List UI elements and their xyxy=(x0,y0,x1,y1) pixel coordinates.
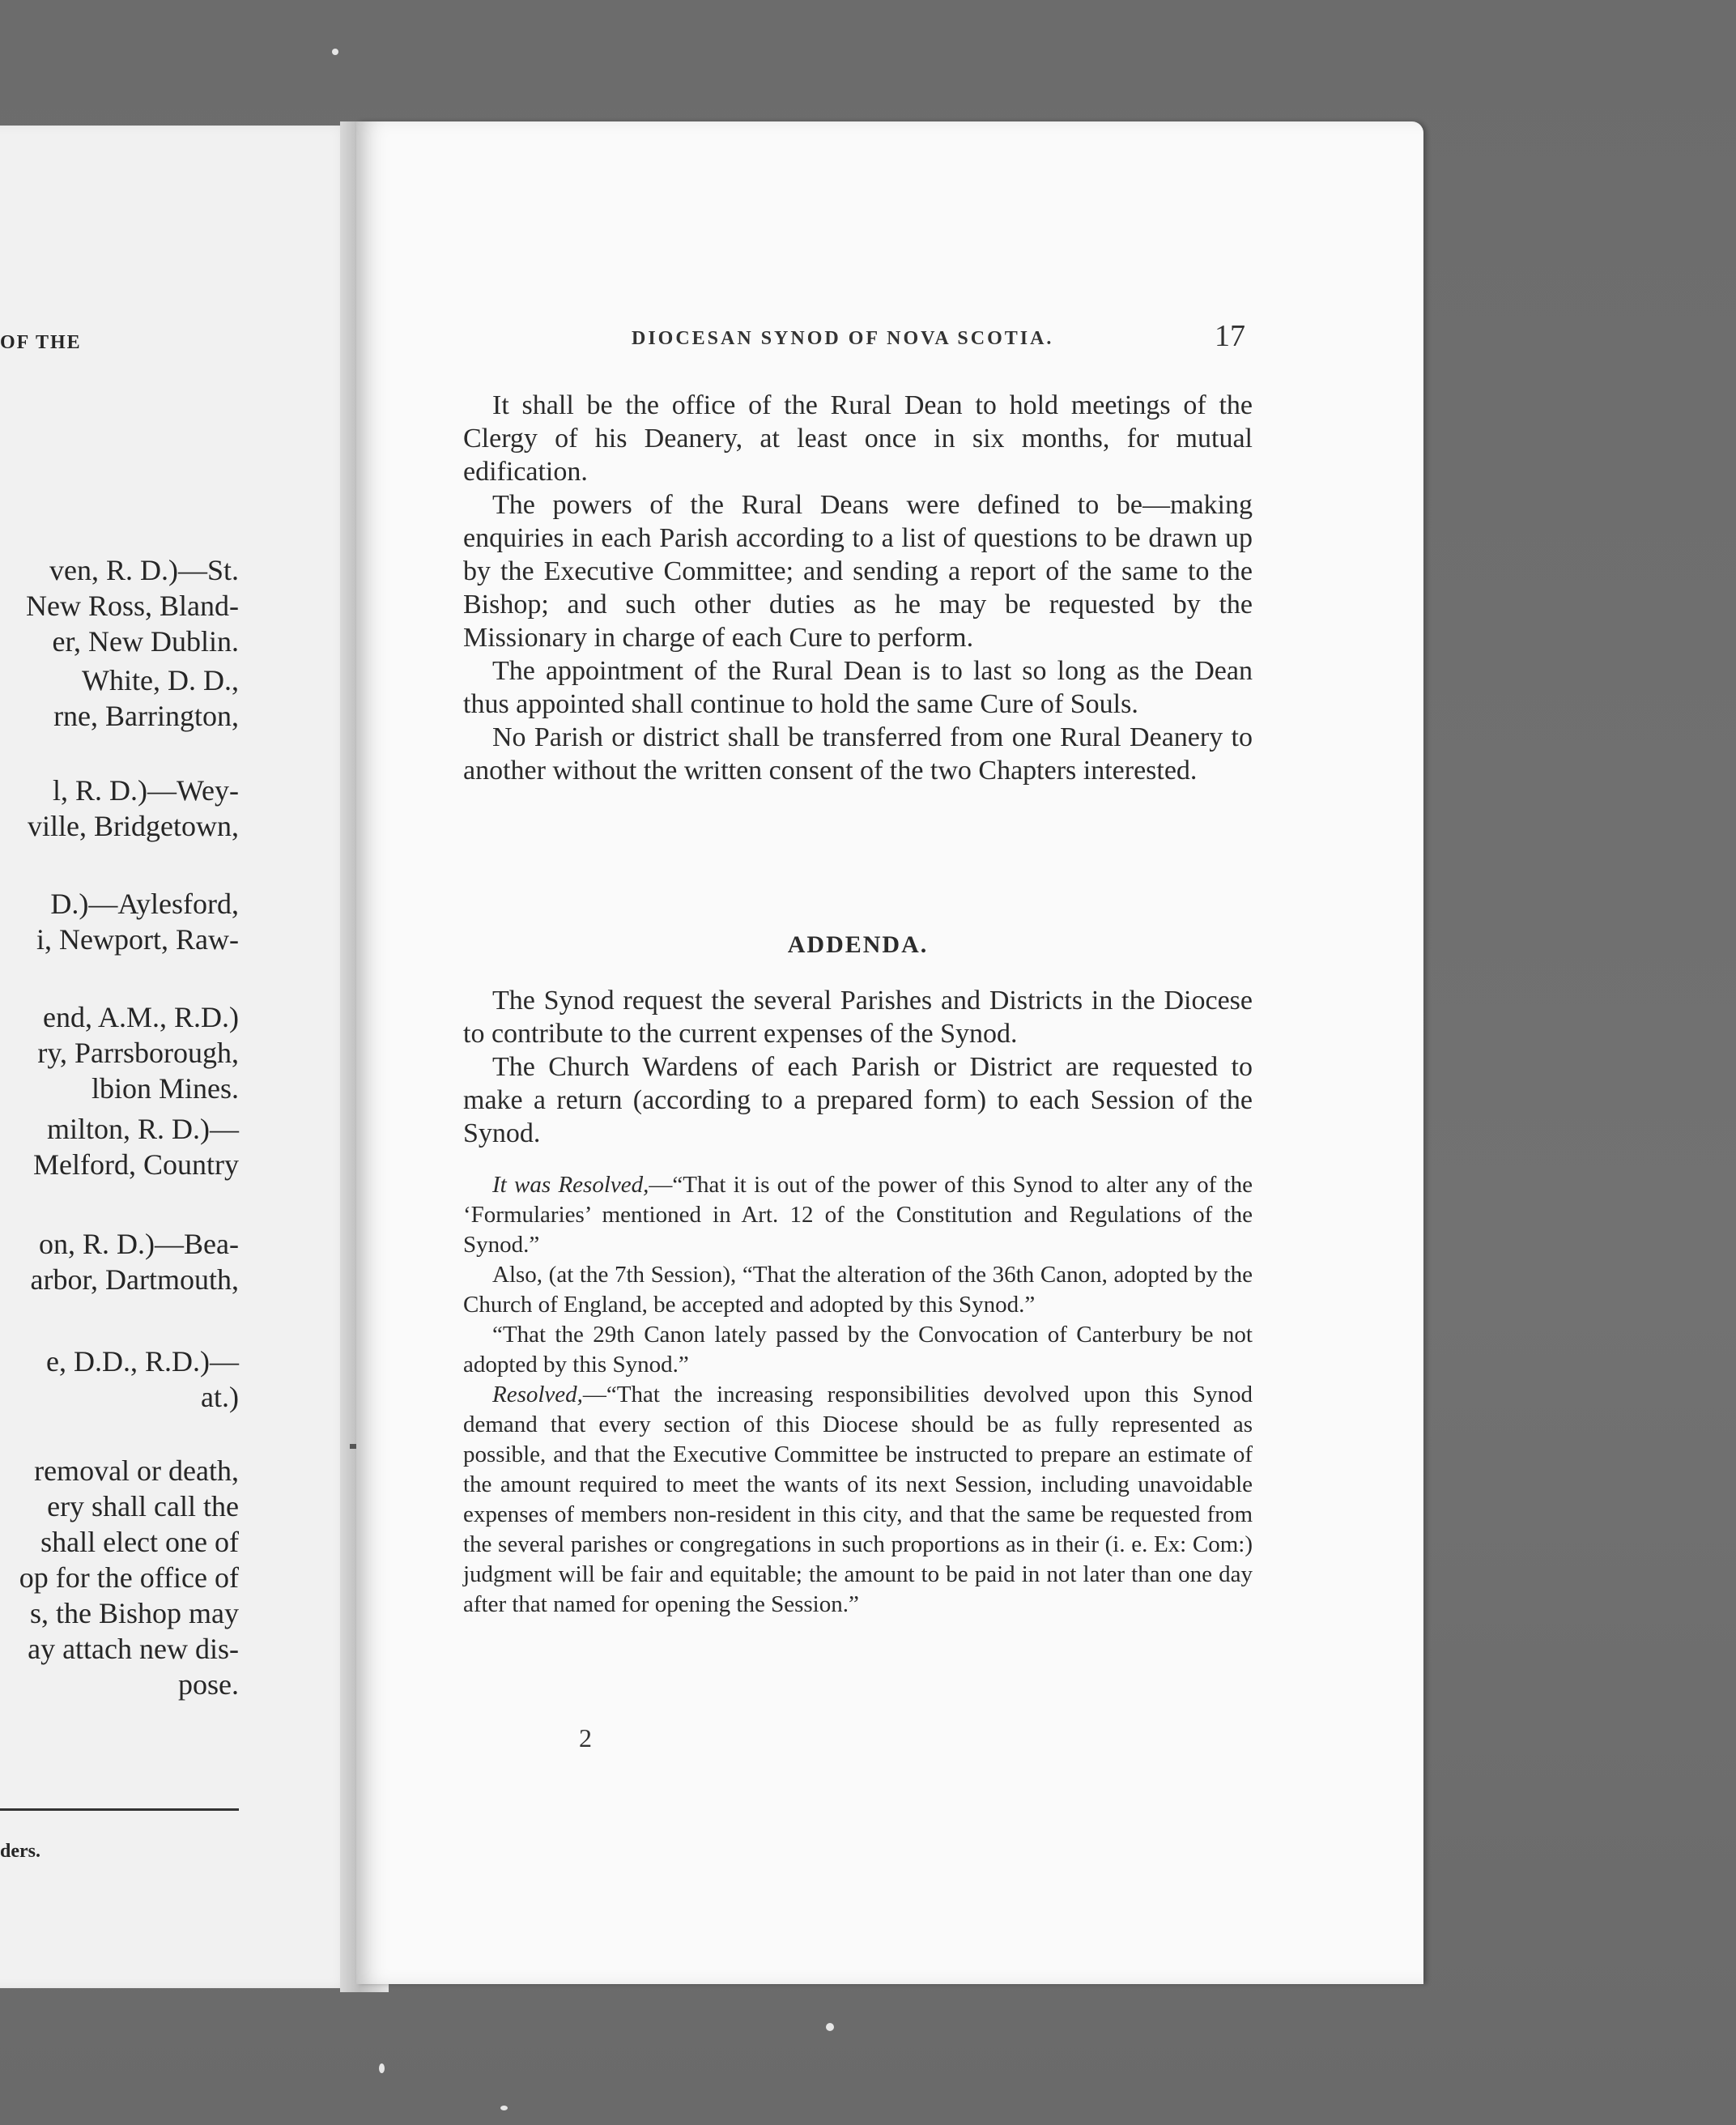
left-text-line: ry, Parrsborough, xyxy=(37,1037,239,1069)
left-text-line: s, the Bishop may xyxy=(30,1597,239,1629)
left-text-line: ville, Bridgetown, xyxy=(28,810,239,842)
paragraph: The Church Wardens of each Parish or District are requested to make a return (according to a prepared form) to each Session of the Synod. xyxy=(463,1052,1253,1148)
addenda-section xyxy=(463,984,1253,1150)
left-text-line: shall elect one of xyxy=(40,1526,239,1558)
left-text-line: White, D. D., xyxy=(82,664,239,696)
left-text-line: at.) xyxy=(201,1381,239,1413)
paragraph: The powers of the Rural Deans were defined to be—making enquiries in each Parish according to a list of questions to be drawn up by the Executive Committee; and sending a report of the same to the Bishop; and such other duties as he may be requested by the Missionary in charge of each Cure to perform. xyxy=(463,490,1253,653)
resolution-paragraph xyxy=(463,1170,1253,1260)
paragraph: The appointment of the Rural Dean is to last so long as the Dean thus appointed shall continue to hold the same Cure of Souls. xyxy=(463,656,1253,719)
dust-speck xyxy=(379,2063,385,2073)
left-text-line: arbor, Dartmouth, xyxy=(30,1263,239,1296)
left-text-line: e, D.D., R.D.)— xyxy=(46,1345,239,1378)
left-text-line: i, Newport, Raw- xyxy=(36,923,239,956)
resolution-text: —“That the increasing responsibilities devolved upon this Synod demand that every section of this Diocese should be as fully represented as possible, and that the Executive Committee be instructed to prepare an estimate of the amount required to meet the wants of its next Session, including unavoidable expenses of members non-resident in this city, and that the same be requested from the several parishes or congregations in such proportions as in their (i. e. Ex: Com:) judgment will be fair and equitable; the amount to be paid in not later than one day after that named for opening the Session.” xyxy=(463,1382,1253,1617)
footnote-rule xyxy=(0,1808,239,1811)
resolution-lead: Resolved, xyxy=(492,1382,583,1407)
left-text-line: New Ross, Bland- xyxy=(26,590,239,622)
resolution-paragraph: “That the 29th Canon lately passed by the Convocation of Canterbury be not adopted by this Synod.” xyxy=(463,1322,1253,1378)
left-text-line: ay attach new dis- xyxy=(28,1633,239,1665)
left-text-line: D.)—Aylesford, xyxy=(50,888,239,920)
left-text-line: on, R. D.)—Bea- xyxy=(39,1228,239,1260)
resolution-text: —“That it is out of the power of this Synod to alter any of the ‘Formularies’ mentioned in Art. 12 of the Constitution and Regulations of the Synod.” xyxy=(463,1172,1253,1258)
left-text-line: op for the office of xyxy=(19,1561,239,1594)
left-text-line: l, R. D.)—Wey- xyxy=(52,774,239,807)
dust-speck xyxy=(826,2023,834,2031)
paragraph: No Parish or district shall be transferred from one Rural Deanery to another without the written consent of the two Chapters interested. xyxy=(463,722,1253,786)
dust-speck xyxy=(500,2106,508,2110)
left-text-line: milton, R. D.)— xyxy=(46,1113,239,1145)
resolutions-section xyxy=(463,1170,1253,1620)
page-number: 17 xyxy=(1215,319,1245,353)
left-text-line: lbion Mines. xyxy=(91,1072,239,1105)
left-page xyxy=(0,126,356,1988)
resolution-paragraph xyxy=(463,1380,1253,1620)
running-head: DIOCESAN SYNOD OF NOVA SCOTIA. xyxy=(632,328,1054,349)
resolution-paragraph: Also, (at the 7th Session), “That the alteration of the 36th Canon, adopted by the Church of England, be accepted and adopted by this Synod.” xyxy=(463,1262,1253,1318)
left-text-line: removal or death, xyxy=(34,1454,239,1487)
dust-speck xyxy=(332,49,338,55)
left-footnote: ders. xyxy=(0,1841,40,1862)
left-text-line: rne, Barrington, xyxy=(53,700,239,732)
left-text-line: er, New Dublin. xyxy=(52,625,239,658)
addenda-heading: ADDENDA. xyxy=(787,931,929,958)
signature-mark: 2 xyxy=(579,1723,592,1752)
left-text-line: end, A.M., R.D.) xyxy=(43,1001,239,1033)
rural-dean-section xyxy=(463,389,1253,787)
left-text-line: Melford, Country xyxy=(33,1148,239,1181)
left-running-head: OF THE xyxy=(0,332,82,353)
paragraph: The Synod request the several Parishes and Districts in the Diocese to contribute to the current expenses of the Synod. xyxy=(463,986,1253,1049)
paragraph: It shall be the office of the Rural Dean to hold meetings of the Clergy of his Deanery, at least once in six months, for mutual edification. xyxy=(463,390,1253,487)
left-text-line: ven, R. D.)—St. xyxy=(49,554,239,586)
resolution-lead: It was Resolved, xyxy=(492,1172,649,1198)
left-text-line: pose. xyxy=(178,1668,239,1701)
left-text-line: ery shall call the xyxy=(47,1490,239,1522)
